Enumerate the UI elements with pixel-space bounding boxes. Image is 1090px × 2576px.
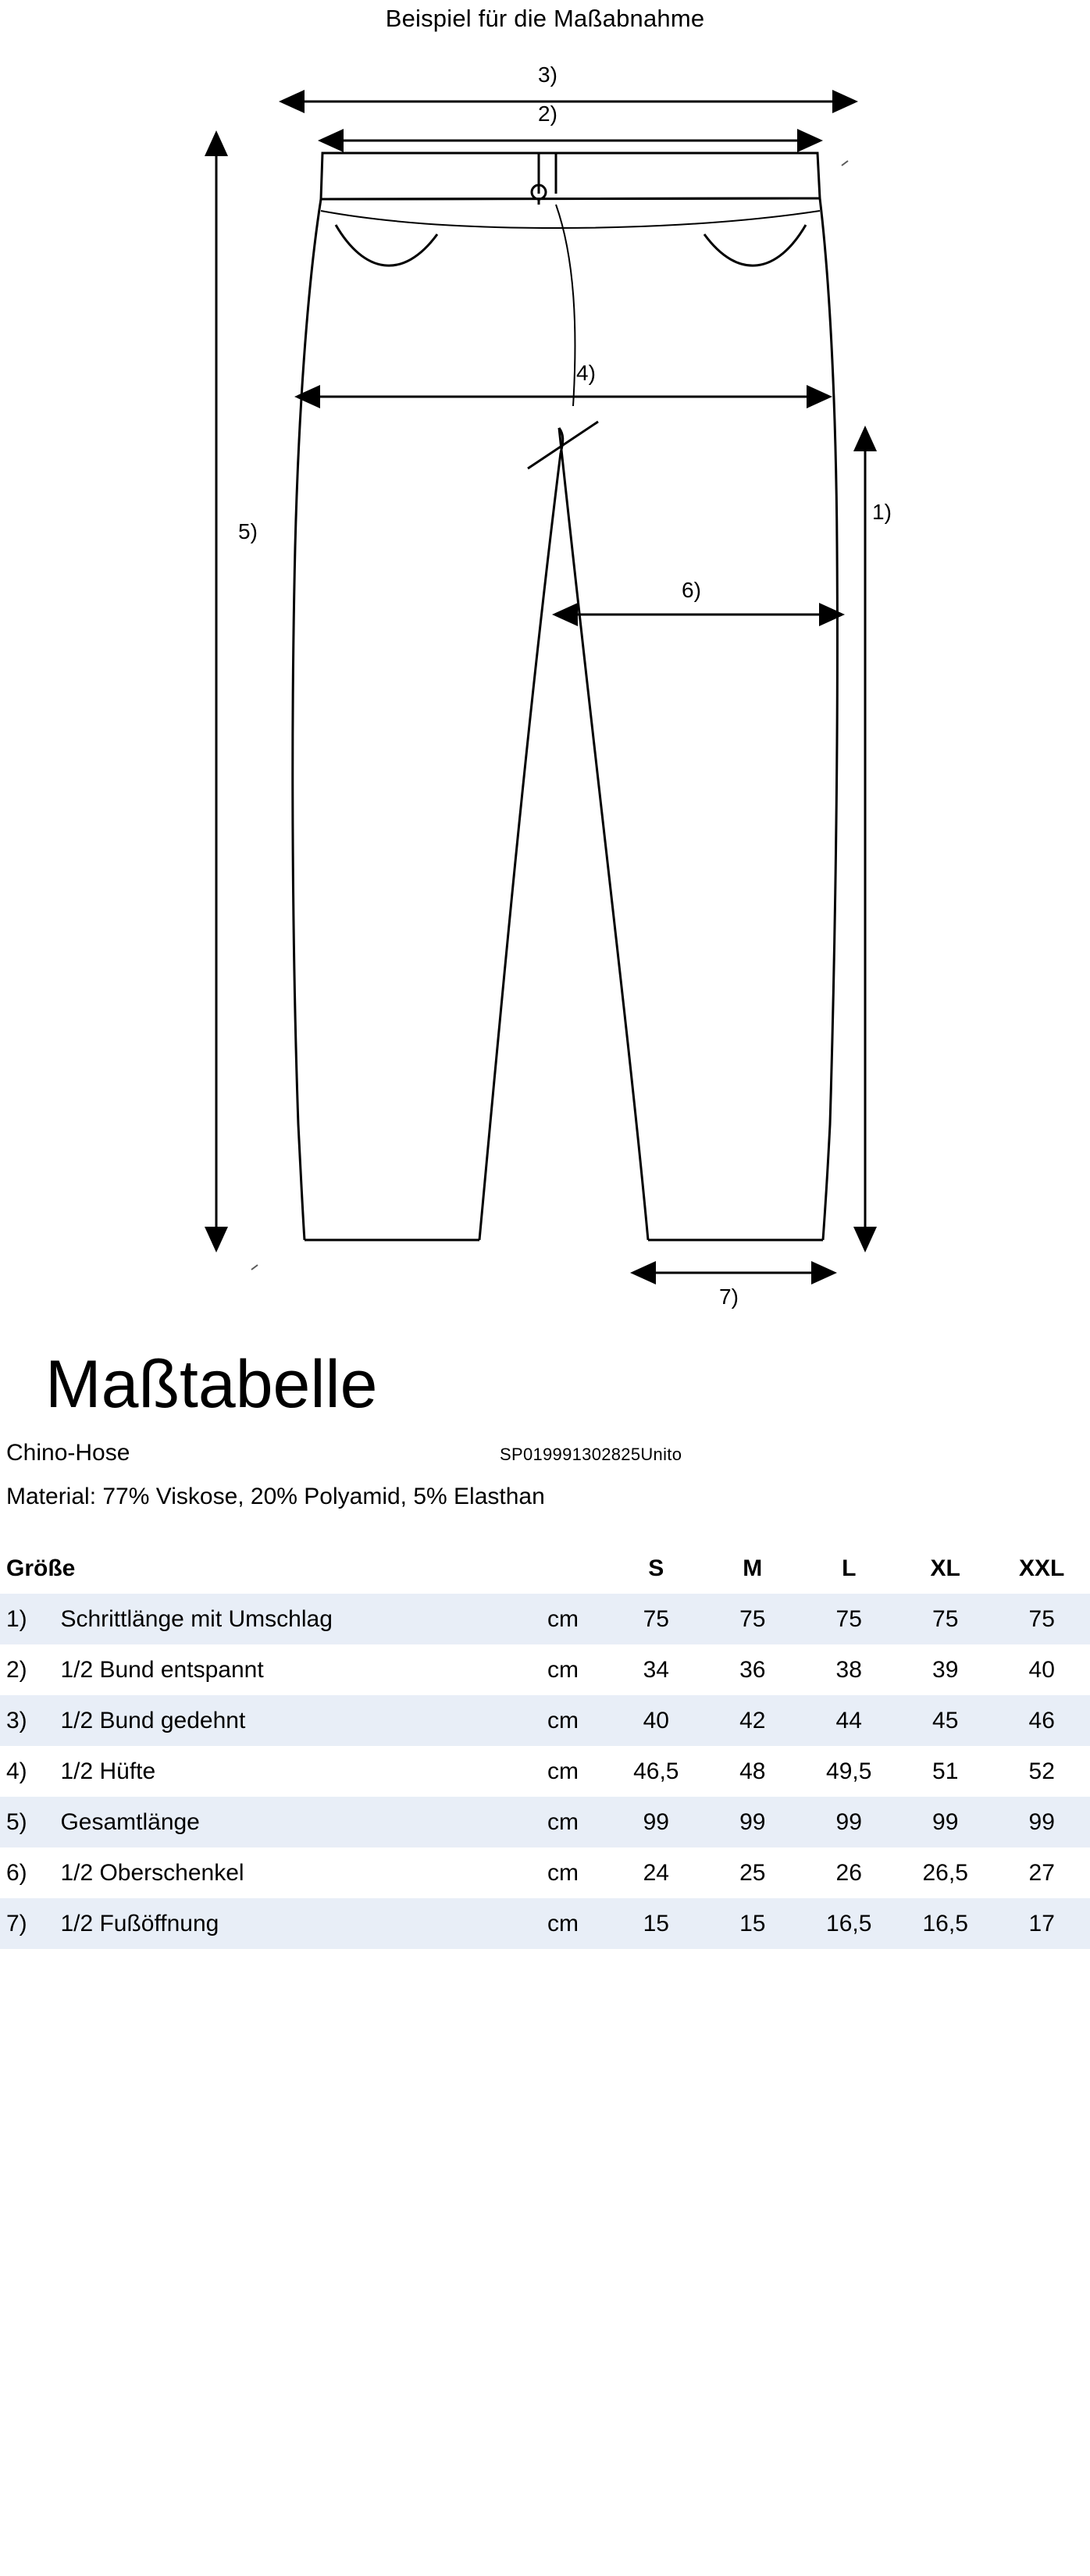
cell-m: 42 [704,1695,800,1746]
diagram-title: Beispiel für die Maßabnahme [385,5,705,32]
table-header-row [0,1543,1090,1594]
row-label: 1/2 Fußöffnung [60,1898,518,1949]
row-unit: cm [518,1898,607,1949]
cell-s: 99 [608,1797,704,1847]
row-unit: cm [518,1797,607,1847]
row-label: Gesamtlänge [60,1797,518,1847]
table-row [0,1898,1090,1949]
row-unit: cm [518,1695,607,1746]
header-size-xxl: XXL [993,1543,1090,1594]
cell-xxl: 17 [993,1898,1090,1949]
cell-xl: 16,5 [897,1898,993,1949]
cell-s: 24 [643,1859,669,1886]
row-number: 3) [0,1695,60,1746]
cell-xl: 45 [897,1695,993,1746]
row-number: 2) [6,1656,27,1683]
table-row [0,1847,1090,1898]
cell-xxl: 27 [1028,1859,1055,1886]
material-composition: Material: 77% Viskose, 20% Polyamid, 5% Elasthan [6,1484,545,1509]
header-size-xl: XL [897,1543,993,1594]
callout-label-6: 6) [682,578,701,602]
row-number: 7) [0,1898,60,1949]
row-label: 1/2 Bund entspannt [60,1656,264,1683]
header-unit [518,1543,607,1594]
callout-label-4: 4) [576,361,596,385]
cell-m: 25 [739,1859,766,1886]
product-code: SP019991302825Unito [500,1445,682,1464]
header-size-l: L [801,1543,897,1594]
cell-l: 49,5 [826,1758,872,1784]
row-number: 1) [0,1594,60,1644]
cell-xl: 26,5 [922,1859,968,1886]
row-unit: cm [547,1758,579,1784]
callout-label-5: 5) [238,519,258,543]
row-label: 1/2 Hüfte [60,1758,156,1784]
header-size-m: M [704,1543,800,1594]
table-row [0,1594,1090,1644]
cell-xxl: 46 [993,1695,1090,1746]
cell-l: 44 [801,1695,897,1746]
row-label: Schrittlänge mit Umschlag [60,1594,518,1644]
cell-xl: 51 [932,1758,959,1784]
cell-s: 46,5 [633,1758,679,1784]
callout-label-2: 2) [538,102,557,126]
cell-l: 99 [801,1797,897,1847]
row-unit: cm [518,1594,607,1644]
cell-s: 15 [608,1898,704,1949]
cell-xxl: 40 [1028,1656,1055,1683]
cell-l: 38 [835,1656,862,1683]
cell-xxl: 75 [993,1594,1090,1644]
size-chart-section [0,1347,1090,1949]
row-number: 6) [6,1859,27,1886]
cell-s: 75 [608,1594,704,1644]
cell-m: 75 [704,1594,800,1644]
product-meta [0,1440,1090,1471]
callout-label-3: 3) [538,62,557,87]
header-size-s: S [608,1543,704,1594]
row-label: 1/2 Oberschenkel [60,1859,244,1886]
table-row [0,1644,1090,1695]
size-table [0,1543,1090,1949]
row-number: 5) [0,1797,60,1847]
table-row [0,1695,1090,1746]
page-title: Maßtabelle [45,1347,378,1422]
row-unit: cm [547,1656,579,1683]
row-label: 1/2 Bund gedehnt [60,1695,518,1746]
cell-l: 75 [801,1594,897,1644]
cell-s: 40 [608,1695,704,1746]
cell-m: 99 [704,1797,800,1847]
cell-m: 48 [739,1758,766,1784]
header-size-label: Größe [0,1543,518,1594]
cell-l: 26 [835,1859,862,1886]
cell-xl: 39 [932,1656,959,1683]
cell-l: 16,5 [801,1898,897,1949]
callout-label-7: 7) [719,1284,739,1309]
row-unit: cm [547,1859,579,1886]
row-number: 4) [6,1758,27,1784]
cell-s: 34 [643,1656,669,1683]
callout-label-1: 1) [872,500,892,524]
table-row [0,1797,1090,1847]
cell-xl: 75 [897,1594,993,1644]
product-name: Chino-Hose [6,1440,130,1466]
cell-xxl: 52 [1028,1758,1055,1784]
cell-m: 15 [704,1898,800,1949]
cell-m: 36 [739,1656,766,1683]
table-row [0,1746,1090,1797]
cell-xxl: 99 [993,1797,1090,1847]
cell-xl: 99 [897,1797,993,1847]
